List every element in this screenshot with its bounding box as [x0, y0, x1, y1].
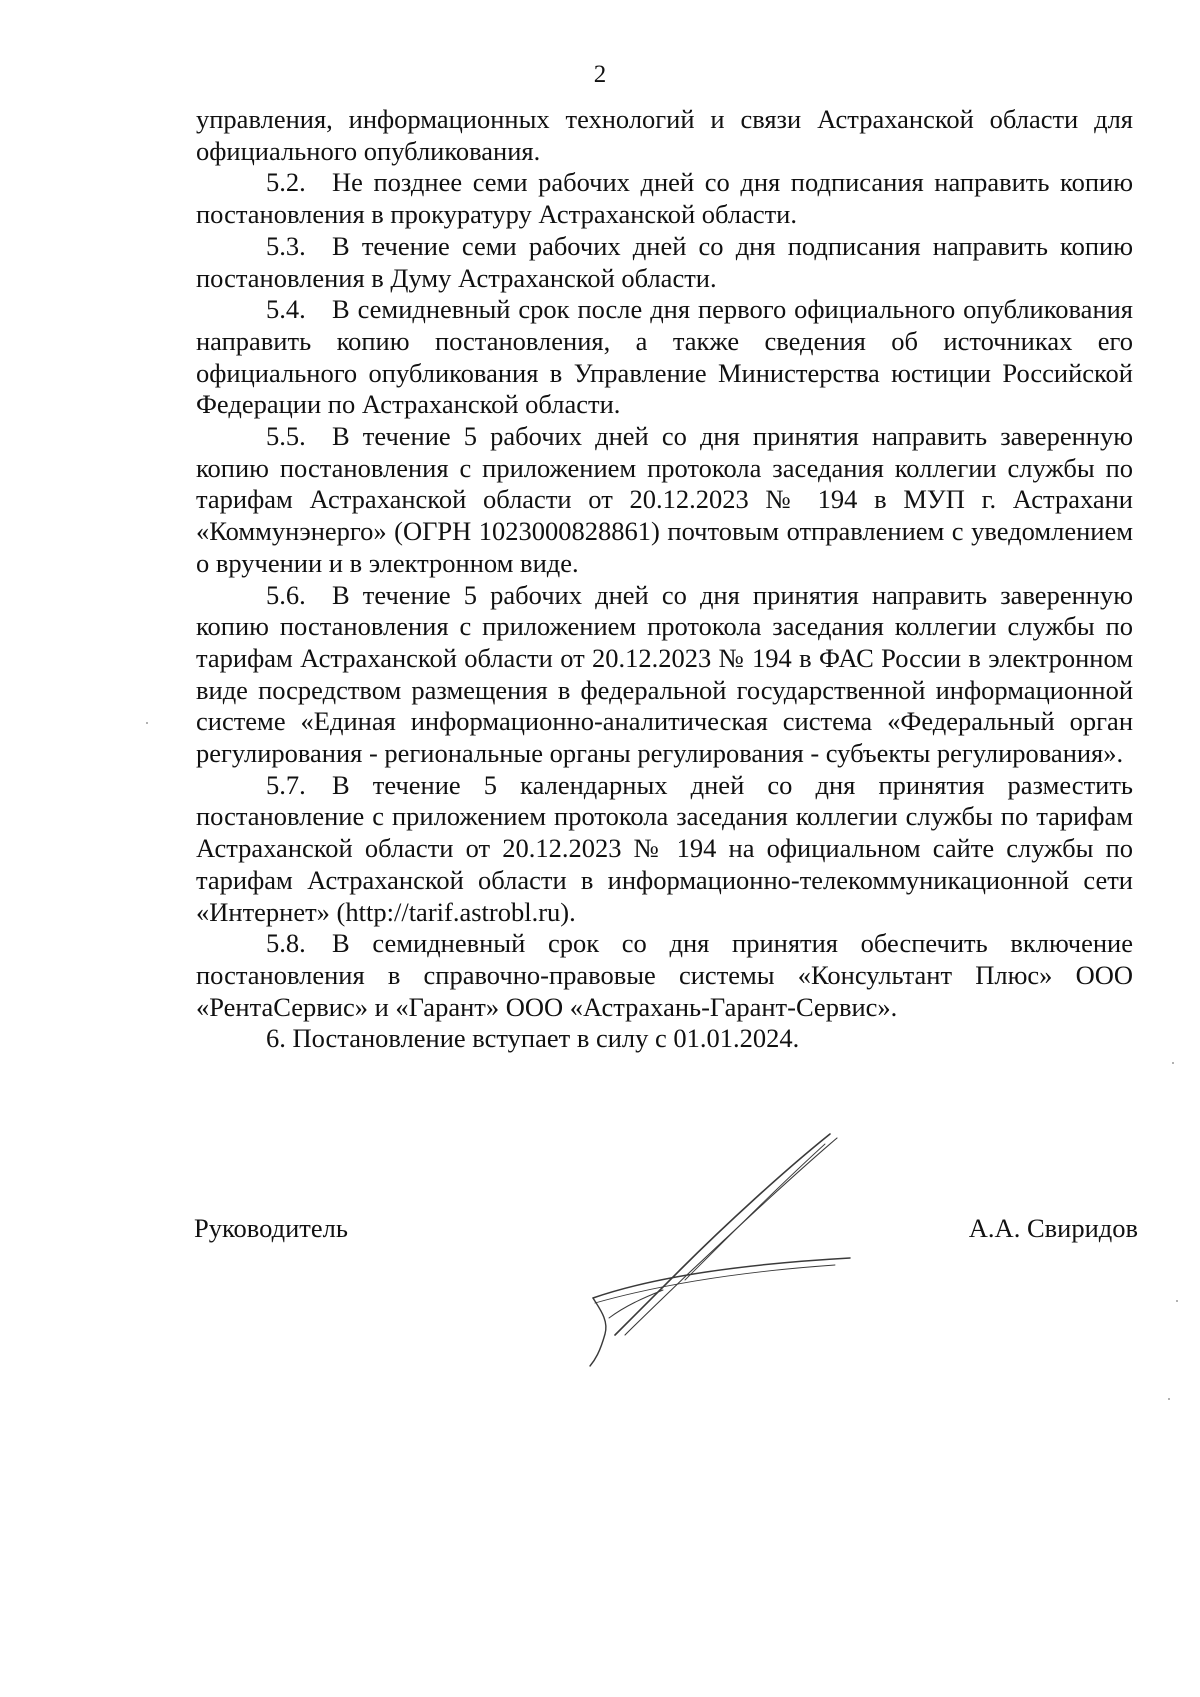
paragraph-text: В течение 5 рабочих дней со дня принятия направить заверенную копию постановления с приложением протокола заседания коллегии службы по тарифам Астраханской области от 20.12.2023 № 194 в МУП г. Астрахани «Коммунэнерго» (ОГРН 1023000828861) почтовым отправлением с уведомлением о вручении и в электронном виде. [196, 421, 1133, 578]
document-body [196, 104, 1133, 1055]
paragraph-text: В течение 5 рабочих дней со дня принятия направить заверенную копию постановления с приложением протокола заседания коллегии службы по тарифам Астраханской области от 20.12.2023 № 194 в ФАС России в электронном виде посредством размещения в федеральной государственной информационной системе «Единая информационно-аналитическая система «Федеральный орган регулирования - региональные органы регулирования - субъекты регулирования». [196, 579, 1133, 769]
paragraph-text: В течение 5 календарных дней со дня принятия разместить постановление с приложением протокола заседания коллегии службы по тарифам Астраханской области от 20.12.2023 № 194 на официальном сайте службы по тарифам Астраханской области в информационно-телекоммуникационной сети «Интернет» (http://tarif.astrobl.ru). [196, 769, 1133, 927]
scan-speck [1176, 1300, 1178, 1302]
paragraph-6 [196, 1023, 1133, 1055]
paragraph-text: 6. Постановление вступает в силу с 01.01.2024. [266, 1023, 800, 1054]
paragraph-5-3 [196, 231, 1133, 294]
paragraph-number: 5.5. [266, 421, 306, 452]
paragraph-number: 5.6. [266, 579, 306, 610]
paragraph-text: управления, информационных технологий и связи Астраханской области для официального опубликования. [196, 104, 1133, 166]
paragraph-text: В течение семи рабочих дней со дня подписания направить копию постановления в Думу Астраханской области. [196, 230, 1133, 293]
scan-speck [1168, 1398, 1170, 1400]
paragraph-5-2 [196, 167, 1133, 230]
paragraph-5-7 [196, 770, 1133, 929]
signatory-name: А.А. Свиридов [968, 1213, 1138, 1243]
paragraph-5-4 [196, 294, 1133, 421]
paragraph-number: 5.8. [266, 928, 306, 959]
scan-speck [146, 722, 148, 724]
scan-speck [1172, 1062, 1174, 1064]
paragraph-5-8 [196, 928, 1133, 1023]
paragraph-text: Не позднее семи рабочих дней со дня подписания направить копию постановления в прокуратуру Астраханской области. [196, 167, 1133, 230]
signatory-position: Руководитель [194, 1213, 348, 1243]
paragraph-number: 5.3. [266, 230, 306, 261]
paragraph-continuation [196, 104, 1133, 167]
page-number: 2 [593, 61, 607, 88]
paragraph-number: 5.4. [266, 294, 306, 325]
paragraph-text: В семидневный срок со дня принятия обеспечить включение постановления в справочно-правовые системы «Консультант Плюс» ООО «РентаСервис» и «Гарант» ООО «Астрахань-Гарант-Сервис». [196, 928, 1133, 1022]
paragraph-text: В семидневный срок после дня первого официального опубликования направить копию постановления, а также сведения об источниках его официального опубликования в Управление Министерства юстиции Российской Федерации по Астраханской области. [196, 294, 1133, 420]
paragraph-5-6 [196, 580, 1133, 770]
paragraph-number: 5.2. [266, 167, 306, 198]
handwritten-signature [585, 1130, 865, 1370]
paragraph-number: 5.7. [266, 769, 306, 800]
paragraph-5-5 [196, 421, 1133, 580]
